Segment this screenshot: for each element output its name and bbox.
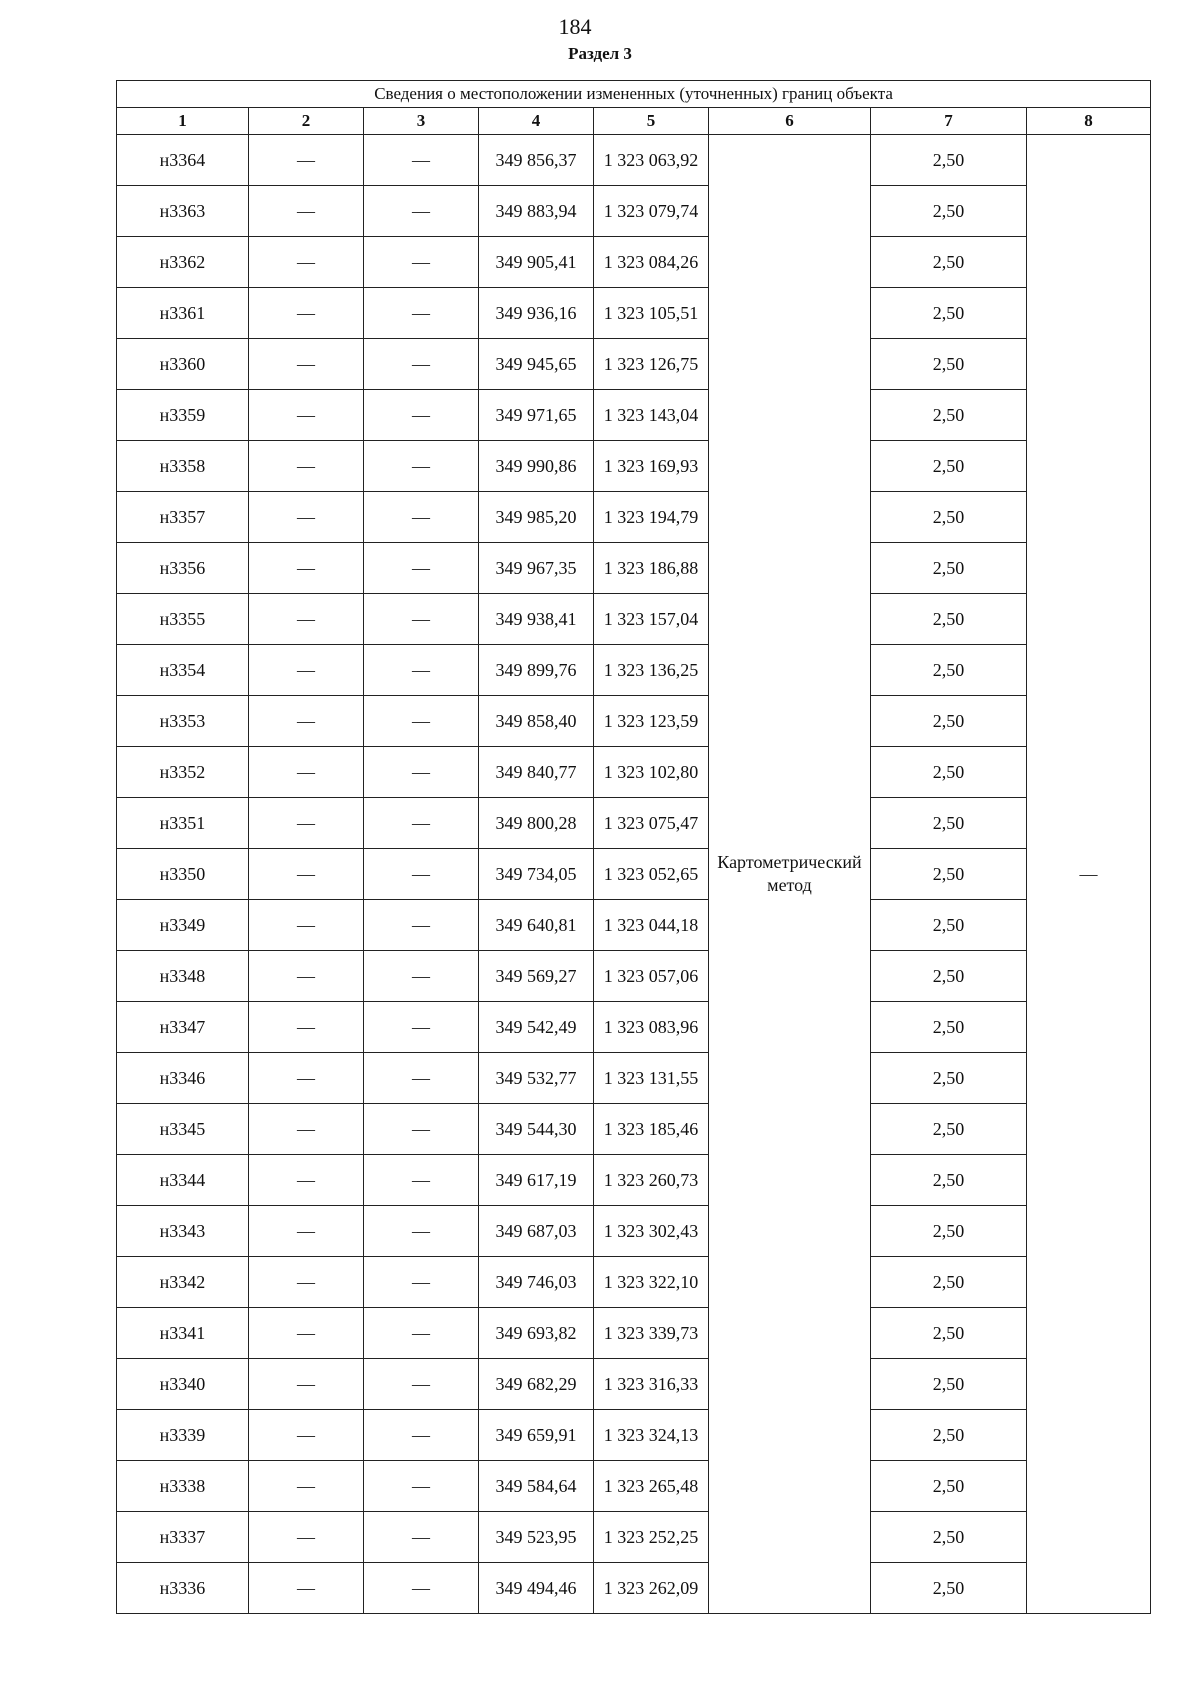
table-row	[117, 1053, 1151, 1104]
column-2-cell: —	[249, 1257, 364, 1308]
point-cell: н3361	[117, 288, 249, 339]
column-3-cell: —	[364, 645, 479, 696]
column-3-cell: —	[364, 696, 479, 747]
table-row	[117, 1563, 1151, 1614]
column-3-cell: —	[364, 1002, 479, 1053]
point-cell: н3344	[117, 1155, 249, 1206]
column-2-cell: —	[249, 798, 364, 849]
point-cell: н3358	[117, 441, 249, 492]
column-2-cell: —	[249, 288, 364, 339]
column-2-cell: —	[249, 747, 364, 798]
point-cell: н3343	[117, 1206, 249, 1257]
column-2-cell: —	[249, 1563, 364, 1614]
x-coordinate-cell: 349 936,16	[479, 288, 594, 339]
y-coordinate-cell: 1 323 339,73	[594, 1308, 709, 1359]
column-2-cell: —	[249, 951, 364, 1002]
method-cell: Картометрический метод	[709, 135, 871, 1614]
y-coordinate-cell: 1 323 063,92	[594, 135, 709, 186]
column-3-cell: —	[364, 900, 479, 951]
table-body	[117, 135, 1151, 1614]
y-coordinate-cell: 1 323 079,74	[594, 186, 709, 237]
table-row	[117, 492, 1151, 543]
column-3-cell: —	[364, 441, 479, 492]
accuracy-cell: 2,50	[871, 1104, 1027, 1155]
column-2-cell: —	[249, 1359, 364, 1410]
table-row	[117, 696, 1151, 747]
x-coordinate-cell: 349 640,81	[479, 900, 594, 951]
y-coordinate-cell: 1 323 052,65	[594, 849, 709, 900]
note-cell: —	[1027, 135, 1151, 1614]
y-coordinate-cell: 1 323 123,59	[594, 696, 709, 747]
column-3-cell: —	[364, 135, 479, 186]
y-coordinate-cell: 1 323 322,10	[594, 1257, 709, 1308]
column-3-cell: —	[364, 492, 479, 543]
accuracy-cell: 2,50	[871, 237, 1027, 288]
table-row	[117, 186, 1151, 237]
table-row	[117, 1257, 1151, 1308]
column-2-cell: —	[249, 1053, 364, 1104]
column-number: 7	[871, 108, 1027, 135]
y-coordinate-cell: 1 323 131,55	[594, 1053, 709, 1104]
point-cell: н3353	[117, 696, 249, 747]
y-coordinate-cell: 1 323 105,51	[594, 288, 709, 339]
y-coordinate-cell: 1 323 194,79	[594, 492, 709, 543]
point-cell: н3355	[117, 594, 249, 645]
column-2-cell: —	[249, 1104, 364, 1155]
column-2-cell: —	[249, 390, 364, 441]
column-3-cell: —	[364, 237, 479, 288]
point-cell: н3345	[117, 1104, 249, 1155]
point-cell: н3337	[117, 1512, 249, 1563]
y-coordinate-cell: 1 323 185,46	[594, 1104, 709, 1155]
y-coordinate-cell: 1 323 302,43	[594, 1206, 709, 1257]
table-row	[117, 1359, 1151, 1410]
accuracy-cell: 2,50	[871, 900, 1027, 951]
accuracy-cell: 2,50	[871, 1308, 1027, 1359]
y-coordinate-cell: 1 323 262,09	[594, 1563, 709, 1614]
x-coordinate-cell: 349 682,29	[479, 1359, 594, 1410]
table-row	[117, 900, 1151, 951]
column-3-cell: —	[364, 186, 479, 237]
column-3-cell: —	[364, 1308, 479, 1359]
accuracy-cell: 2,50	[871, 1257, 1027, 1308]
accuracy-cell: 2,50	[871, 1512, 1027, 1563]
table-row	[117, 645, 1151, 696]
x-coordinate-cell: 349 693,82	[479, 1308, 594, 1359]
x-coordinate-cell: 349 523,95	[479, 1512, 594, 1563]
accuracy-cell: 2,50	[871, 339, 1027, 390]
y-coordinate-cell: 1 323 143,04	[594, 390, 709, 441]
x-coordinate-cell: 349 532,77	[479, 1053, 594, 1104]
table-row	[117, 1512, 1151, 1563]
coordinates-table	[116, 80, 1151, 1614]
column-3-cell: —	[364, 951, 479, 1002]
table-row	[117, 594, 1151, 645]
y-coordinate-cell: 1 323 057,06	[594, 951, 709, 1002]
column-3-cell: —	[364, 1410, 479, 1461]
point-cell: н3348	[117, 951, 249, 1002]
column-2-cell: —	[249, 492, 364, 543]
column-number: 8	[1027, 108, 1151, 135]
point-cell: н3356	[117, 543, 249, 594]
accuracy-cell: 2,50	[871, 543, 1027, 594]
y-coordinate-cell: 1 323 169,93	[594, 441, 709, 492]
accuracy-cell: 2,50	[871, 1410, 1027, 1461]
table-row	[117, 747, 1151, 798]
column-3-cell: —	[364, 1563, 479, 1614]
accuracy-cell: 2,50	[871, 594, 1027, 645]
table-row	[117, 135, 1151, 186]
table-row	[117, 1410, 1151, 1461]
x-coordinate-cell: 349 569,27	[479, 951, 594, 1002]
point-cell: н3346	[117, 1053, 249, 1104]
y-coordinate-cell: 1 323 044,18	[594, 900, 709, 951]
accuracy-cell: 2,50	[871, 1206, 1027, 1257]
column-2-cell: —	[249, 1512, 364, 1563]
column-3-cell: —	[364, 543, 479, 594]
point-cell: н3357	[117, 492, 249, 543]
column-3-cell: —	[364, 1257, 479, 1308]
x-coordinate-cell: 349 617,19	[479, 1155, 594, 1206]
x-coordinate-cell: 349 858,40	[479, 696, 594, 747]
column-2-cell: —	[249, 1155, 364, 1206]
column-3-cell: —	[364, 288, 479, 339]
x-coordinate-cell: 349 856,37	[479, 135, 594, 186]
y-coordinate-cell: 1 323 186,88	[594, 543, 709, 594]
column-3-cell: —	[364, 1512, 479, 1563]
table-row	[117, 951, 1151, 1002]
column-2-cell: —	[249, 135, 364, 186]
point-cell: н3352	[117, 747, 249, 798]
x-coordinate-cell: 349 990,86	[479, 441, 594, 492]
column-2-cell: —	[249, 645, 364, 696]
point-cell: н3351	[117, 798, 249, 849]
x-coordinate-cell: 349 800,28	[479, 798, 594, 849]
point-cell: н3339	[117, 1410, 249, 1461]
point-cell: н3363	[117, 186, 249, 237]
table-row	[117, 237, 1151, 288]
accuracy-cell: 2,50	[871, 1461, 1027, 1512]
y-coordinate-cell: 1 323 324,13	[594, 1410, 709, 1461]
point-cell: н3359	[117, 390, 249, 441]
table-row	[117, 1206, 1151, 1257]
column-number-row	[117, 108, 1151, 135]
column-number: 5	[594, 108, 709, 135]
accuracy-cell: 2,50	[871, 645, 1027, 696]
column-3-cell: —	[364, 390, 479, 441]
column-2-cell: —	[249, 696, 364, 747]
x-coordinate-cell: 349 659,91	[479, 1410, 594, 1461]
x-coordinate-cell: 349 985,20	[479, 492, 594, 543]
column-2-cell: —	[249, 1206, 364, 1257]
column-3-cell: —	[364, 1053, 479, 1104]
column-3-cell: —	[364, 594, 479, 645]
table-row	[117, 339, 1151, 390]
table-row	[117, 441, 1151, 492]
y-coordinate-cell: 1 323 265,48	[594, 1461, 709, 1512]
column-2-cell: —	[249, 900, 364, 951]
column-2-cell: —	[249, 441, 364, 492]
point-cell: н3354	[117, 645, 249, 696]
table-row	[117, 543, 1151, 594]
accuracy-cell: 2,50	[871, 798, 1027, 849]
point-cell: н3338	[117, 1461, 249, 1512]
column-2-cell: —	[249, 1002, 364, 1053]
x-coordinate-cell: 349 840,77	[479, 747, 594, 798]
column-3-cell: —	[364, 849, 479, 900]
point-cell: н3336	[117, 1563, 249, 1614]
column-3-cell: —	[364, 1461, 479, 1512]
y-coordinate-cell: 1 323 157,04	[594, 594, 709, 645]
point-cell: н3364	[117, 135, 249, 186]
accuracy-cell: 2,50	[871, 1563, 1027, 1614]
column-2-cell: —	[249, 186, 364, 237]
accuracy-cell: 2,50	[871, 135, 1027, 186]
column-number: 2	[249, 108, 364, 135]
table-caption-row	[117, 81, 1151, 108]
x-coordinate-cell: 349 883,94	[479, 186, 594, 237]
column-3-cell: —	[364, 798, 479, 849]
table-row	[117, 1002, 1151, 1053]
table-row	[117, 849, 1151, 900]
accuracy-cell: 2,50	[871, 390, 1027, 441]
table-row	[117, 798, 1151, 849]
y-coordinate-cell: 1 323 102,80	[594, 747, 709, 798]
column-3-cell: —	[364, 1104, 479, 1155]
column-2-cell: —	[249, 1308, 364, 1359]
x-coordinate-cell: 349 967,35	[479, 543, 594, 594]
column-3-cell: —	[364, 747, 479, 798]
table-row	[117, 1155, 1151, 1206]
x-coordinate-cell: 349 938,41	[479, 594, 594, 645]
accuracy-cell: 2,50	[871, 849, 1027, 900]
table-row	[117, 390, 1151, 441]
table-row	[117, 1308, 1151, 1359]
x-coordinate-cell: 349 542,49	[479, 1002, 594, 1053]
point-cell: н3360	[117, 339, 249, 390]
x-coordinate-cell: 349 905,41	[479, 237, 594, 288]
point-cell: н3341	[117, 1308, 249, 1359]
accuracy-cell: 2,50	[871, 492, 1027, 543]
table-caption: Сведения о местоположении измененных (уточненных) границ объекта	[117, 81, 1151, 108]
column-number: 3	[364, 108, 479, 135]
table-row	[117, 288, 1151, 339]
y-coordinate-cell: 1 323 260,73	[594, 1155, 709, 1206]
accuracy-cell: 2,50	[871, 951, 1027, 1002]
page-number: 184	[558, 14, 592, 39]
column-3-cell: —	[364, 339, 479, 390]
point-cell: н3350	[117, 849, 249, 900]
point-cell: н3342	[117, 1257, 249, 1308]
accuracy-cell: 2,50	[871, 186, 1027, 237]
y-coordinate-cell: 1 323 126,75	[594, 339, 709, 390]
accuracy-cell: 2,50	[871, 288, 1027, 339]
y-coordinate-cell: 1 323 316,33	[594, 1359, 709, 1410]
column-3-cell: —	[364, 1206, 479, 1257]
y-coordinate-cell: 1 323 252,25	[594, 1512, 709, 1563]
column-3-cell: —	[364, 1155, 479, 1206]
column-3-cell: —	[364, 1359, 479, 1410]
y-coordinate-cell: 1 323 075,47	[594, 798, 709, 849]
y-coordinate-cell: 1 323 136,25	[594, 645, 709, 696]
column-2-cell: —	[249, 543, 364, 594]
table-row	[117, 1461, 1151, 1512]
column-number: 6	[709, 108, 871, 135]
accuracy-cell: 2,50	[871, 1155, 1027, 1206]
x-coordinate-cell: 349 584,64	[479, 1461, 594, 1512]
column-2-cell: —	[249, 339, 364, 390]
point-cell: н3347	[117, 1002, 249, 1053]
accuracy-cell: 2,50	[871, 747, 1027, 798]
y-coordinate-cell: 1 323 084,26	[594, 237, 709, 288]
x-coordinate-cell: 349 899,76	[479, 645, 594, 696]
point-cell: н3349	[117, 900, 249, 951]
x-coordinate-cell: 349 544,30	[479, 1104, 594, 1155]
column-number: 4	[479, 108, 594, 135]
point-cell: н3340	[117, 1359, 249, 1410]
accuracy-cell: 2,50	[871, 441, 1027, 492]
x-coordinate-cell: 349 746,03	[479, 1257, 594, 1308]
y-coordinate-cell: 1 323 083,96	[594, 1002, 709, 1053]
column-2-cell: —	[249, 849, 364, 900]
table-row	[117, 1104, 1151, 1155]
column-number: 1	[117, 108, 249, 135]
column-2-cell: —	[249, 1410, 364, 1461]
accuracy-cell: 2,50	[871, 1359, 1027, 1410]
column-2-cell: —	[249, 594, 364, 645]
column-2-cell: —	[249, 237, 364, 288]
x-coordinate-cell: 349 971,65	[479, 390, 594, 441]
accuracy-cell: 2,50	[871, 696, 1027, 747]
point-cell: н3362	[117, 237, 249, 288]
accuracy-cell: 2,50	[871, 1002, 1027, 1053]
x-coordinate-cell: 349 734,05	[479, 849, 594, 900]
column-2-cell: —	[249, 1461, 364, 1512]
section-title: Раздел 3	[568, 44, 632, 63]
x-coordinate-cell: 349 687,03	[479, 1206, 594, 1257]
x-coordinate-cell: 349 945,65	[479, 339, 594, 390]
x-coordinate-cell: 349 494,46	[479, 1563, 594, 1614]
accuracy-cell: 2,50	[871, 1053, 1027, 1104]
